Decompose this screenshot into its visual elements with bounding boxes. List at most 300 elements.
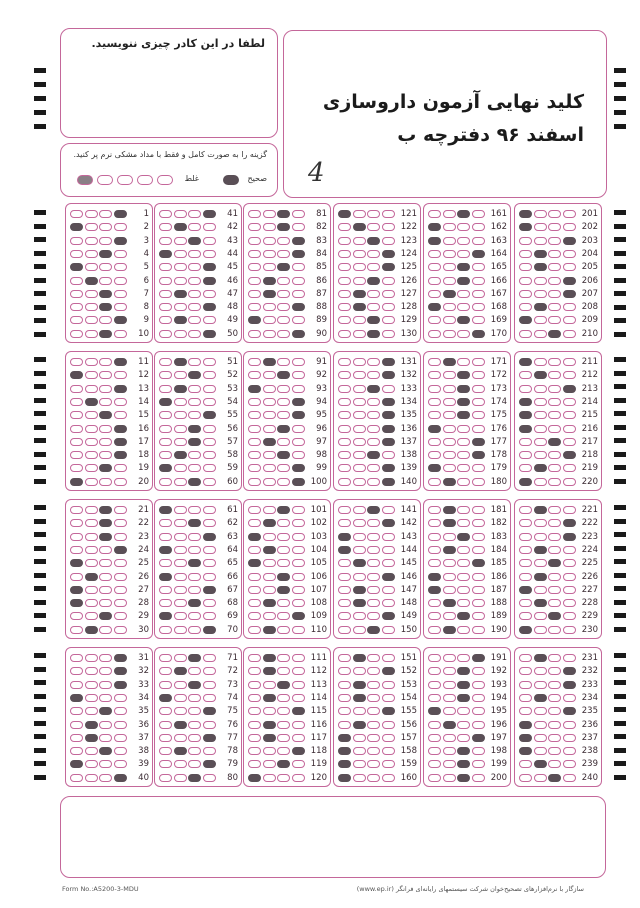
option-bubble-1[interactable] <box>159 316 172 324</box>
option-bubble-2[interactable] <box>443 559 456 567</box>
option-bubble-4[interactable] <box>472 303 485 311</box>
option-bubble-1[interactable] <box>70 425 83 433</box>
option-bubble-1[interactable] <box>70 694 83 702</box>
option-bubble-1[interactable] <box>428 277 441 285</box>
option-bubble-2[interactable] <box>353 316 366 324</box>
option-bubble-4[interactable] <box>114 411 127 419</box>
option-bubble-3[interactable] <box>277 626 290 634</box>
option-bubble-3[interactable] <box>548 626 561 634</box>
option-bubble-3[interactable] <box>457 667 470 675</box>
option-bubble-2[interactable] <box>353 250 366 258</box>
option-bubble-4[interactable] <box>382 573 395 581</box>
option-bubble-3[interactable] <box>188 519 201 527</box>
option-bubble-3[interactable] <box>99 277 112 285</box>
option-bubble-4[interactable] <box>114 250 127 258</box>
option-bubble-3[interactable] <box>548 667 561 675</box>
option-bubble-3[interactable] <box>548 533 561 541</box>
option-bubble-4[interactable] <box>563 573 576 581</box>
option-bubble-4[interactable] <box>292 599 305 607</box>
option-bubble-3[interactable] <box>188 330 201 338</box>
option-bubble-3[interactable] <box>457 303 470 311</box>
option-bubble-4[interactable] <box>292 694 305 702</box>
option-bubble-2[interactable] <box>85 210 98 218</box>
option-bubble-1[interactable] <box>248 316 261 324</box>
option-bubble-1[interactable] <box>70 303 83 311</box>
option-bubble-2[interactable] <box>263 533 276 541</box>
option-bubble-1[interactable] <box>338 546 351 554</box>
option-bubble-4[interactable] <box>472 721 485 729</box>
option-bubble-4[interactable] <box>382 546 395 554</box>
option-bubble-1[interactable] <box>428 290 441 298</box>
option-bubble-2[interactable] <box>534 599 547 607</box>
option-bubble-1[interactable] <box>159 559 172 567</box>
option-bubble-1[interactable] <box>248 358 261 366</box>
option-bubble-4[interactable] <box>203 681 216 689</box>
option-bubble-3[interactable] <box>367 721 380 729</box>
option-bubble-4[interactable] <box>382 237 395 245</box>
option-bubble-4[interactable] <box>114 277 127 285</box>
option-bubble-3[interactable] <box>277 533 290 541</box>
option-bubble-2[interactable] <box>534 438 547 446</box>
option-bubble-1[interactable] <box>248 290 261 298</box>
option-bubble-4[interactable] <box>203 546 216 554</box>
option-bubble-4[interactable] <box>472 330 485 338</box>
option-bubble-4[interactable] <box>472 546 485 554</box>
option-bubble-4[interactable] <box>563 277 576 285</box>
option-bubble-1[interactable] <box>428 330 441 338</box>
option-bubble-4[interactable] <box>203 438 216 446</box>
option-bubble-4[interactable] <box>114 573 127 581</box>
option-bubble-1[interactable] <box>70 506 83 514</box>
option-bubble-4[interactable] <box>472 747 485 755</box>
option-bubble-3[interactable] <box>188 303 201 311</box>
option-bubble-4[interactable] <box>382 533 395 541</box>
option-bubble-1[interactable] <box>428 464 441 472</box>
option-bubble-2[interactable] <box>174 533 187 541</box>
option-bubble-2[interactable] <box>443 237 456 245</box>
option-bubble-3[interactable] <box>277 586 290 594</box>
option-bubble-1[interactable] <box>338 303 351 311</box>
option-bubble-3[interactable] <box>367 760 380 768</box>
option-bubble-4[interactable] <box>472 237 485 245</box>
option-bubble-2[interactable] <box>534 385 547 393</box>
option-bubble-3[interactable] <box>548 694 561 702</box>
option-bubble-3[interactable] <box>367 612 380 620</box>
option-bubble-3[interactable] <box>99 559 112 567</box>
option-bubble-1[interactable] <box>70 438 83 446</box>
option-bubble-4[interactable] <box>203 478 216 486</box>
option-bubble-1[interactable] <box>338 277 351 285</box>
option-bubble-2[interactable] <box>174 760 187 768</box>
option-bubble-4[interactable] <box>203 398 216 406</box>
option-bubble-2[interactable] <box>353 654 366 662</box>
option-bubble-1[interactable] <box>428 519 441 527</box>
option-bubble-1[interactable] <box>70 411 83 419</box>
option-bubble-1[interactable] <box>519 316 532 324</box>
option-bubble-3[interactable] <box>457 734 470 742</box>
option-bubble-1[interactable] <box>159 398 172 406</box>
option-bubble-4[interactable] <box>203 237 216 245</box>
option-bubble-3[interactable] <box>277 330 290 338</box>
option-bubble-1[interactable] <box>338 519 351 527</box>
option-bubble-1[interactable] <box>248 464 261 472</box>
option-bubble-4[interactable] <box>472 210 485 218</box>
option-bubble-2[interactable] <box>174 734 187 742</box>
option-bubble-4[interactable] <box>563 451 576 459</box>
option-bubble-2[interactable] <box>85 303 98 311</box>
option-bubble-1[interactable] <box>248 451 261 459</box>
option-bubble-1[interactable] <box>159 210 172 218</box>
option-bubble-1[interactable] <box>428 223 441 231</box>
option-bubble-1[interactable] <box>519 464 532 472</box>
option-bubble-4[interactable] <box>472 277 485 285</box>
option-bubble-3[interactable] <box>367 316 380 324</box>
option-bubble-4[interactable] <box>203 464 216 472</box>
option-bubble-1[interactable] <box>248 599 261 607</box>
option-bubble-1[interactable] <box>70 681 83 689</box>
option-bubble-4[interactable] <box>563 358 576 366</box>
option-bubble-4[interactable] <box>472 478 485 486</box>
option-bubble-4[interactable] <box>203 694 216 702</box>
option-bubble-3[interactable] <box>367 451 380 459</box>
option-bubble-2[interactable] <box>85 599 98 607</box>
option-bubble-3[interactable] <box>277 478 290 486</box>
option-bubble-2[interactable] <box>85 263 98 271</box>
option-bubble-1[interactable] <box>428 506 441 514</box>
option-bubble-1[interactable] <box>519 371 532 379</box>
option-bubble-1[interactable] <box>248 734 261 742</box>
option-bubble-2[interactable] <box>174 290 187 298</box>
option-bubble-2[interactable] <box>443 425 456 433</box>
option-bubble-4[interactable] <box>292 478 305 486</box>
option-bubble-3[interactable] <box>277 237 290 245</box>
option-bubble-1[interactable] <box>159 519 172 527</box>
option-bubble-1[interactable] <box>159 721 172 729</box>
option-bubble-1[interactable] <box>70 747 83 755</box>
option-bubble-3[interactable] <box>367 694 380 702</box>
option-bubble-3[interactable] <box>548 223 561 231</box>
option-bubble-2[interactable] <box>443 385 456 393</box>
option-bubble-3[interactable] <box>367 734 380 742</box>
option-bubble-4[interactable] <box>203 612 216 620</box>
option-bubble-2[interactable] <box>85 573 98 581</box>
option-bubble-2[interactable] <box>534 734 547 742</box>
option-bubble-3[interactable] <box>99 774 112 782</box>
option-bubble-2[interactable] <box>174 694 187 702</box>
option-bubble-1[interactable] <box>338 559 351 567</box>
option-bubble-3[interactable] <box>99 451 112 459</box>
option-bubble-2[interactable] <box>534 626 547 634</box>
option-bubble-1[interactable] <box>338 371 351 379</box>
option-bubble-4[interactable] <box>382 760 395 768</box>
option-bubble-2[interactable] <box>263 250 276 258</box>
option-bubble-1[interactable] <box>159 478 172 486</box>
option-bubble-1[interactable] <box>70 586 83 594</box>
option-bubble-1[interactable] <box>70 385 83 393</box>
option-bubble-3[interactable] <box>548 411 561 419</box>
option-bubble-1[interactable] <box>519 681 532 689</box>
option-bubble-3[interactable] <box>457 290 470 298</box>
option-bubble-1[interactable] <box>338 654 351 662</box>
option-bubble-4[interactable] <box>563 612 576 620</box>
option-bubble-4[interactable] <box>472 250 485 258</box>
option-bubble-3[interactable] <box>367 438 380 446</box>
option-bubble-2[interactable] <box>443 210 456 218</box>
option-bubble-4[interactable] <box>114 667 127 675</box>
option-bubble-1[interactable] <box>70 478 83 486</box>
option-bubble-3[interactable] <box>457 519 470 527</box>
option-bubble-2[interactable] <box>174 210 187 218</box>
option-bubble-4[interactable] <box>114 519 127 527</box>
option-bubble-1[interactable] <box>70 210 83 218</box>
option-bubble-1[interactable] <box>519 506 532 514</box>
option-bubble-2[interactable] <box>174 263 187 271</box>
option-bubble-1[interactable] <box>519 425 532 433</box>
option-bubble-2[interactable] <box>85 506 98 514</box>
option-bubble-4[interactable] <box>203 316 216 324</box>
option-bubble-3[interactable] <box>99 411 112 419</box>
option-bubble-3[interactable] <box>99 250 112 258</box>
option-bubble-1[interactable] <box>248 626 261 634</box>
option-bubble-4[interactable] <box>203 519 216 527</box>
option-bubble-3[interactable] <box>367 210 380 218</box>
option-bubble-4[interactable] <box>203 425 216 433</box>
option-bubble-4[interactable] <box>472 559 485 567</box>
option-bubble-1[interactable] <box>428 210 441 218</box>
option-bubble-4[interactable] <box>203 573 216 581</box>
option-bubble-2[interactable] <box>263 774 276 782</box>
option-bubble-1[interactable] <box>159 533 172 541</box>
option-bubble-3[interactable] <box>548 237 561 245</box>
option-bubble-3[interactable] <box>99 425 112 433</box>
option-bubble-3[interactable] <box>548 734 561 742</box>
option-bubble-4[interactable] <box>203 210 216 218</box>
option-bubble-2[interactable] <box>263 694 276 702</box>
option-bubble-4[interactable] <box>382 223 395 231</box>
option-bubble-4[interactable] <box>292 316 305 324</box>
option-bubble-3[interactable] <box>277 451 290 459</box>
option-bubble-4[interactable] <box>472 451 485 459</box>
option-bubble-4[interactable] <box>292 303 305 311</box>
option-bubble-4[interactable] <box>114 425 127 433</box>
option-bubble-1[interactable] <box>338 760 351 768</box>
option-bubble-3[interactable] <box>457 411 470 419</box>
option-bubble-1[interactable] <box>428 438 441 446</box>
option-bubble-2[interactable] <box>174 612 187 620</box>
option-bubble-4[interactable] <box>563 734 576 742</box>
option-bubble-4[interactable] <box>382 519 395 527</box>
option-bubble-2[interactable] <box>85 237 98 245</box>
option-bubble-3[interactable] <box>548 612 561 620</box>
option-bubble-3[interactable] <box>277 358 290 366</box>
option-bubble-3[interactable] <box>99 533 112 541</box>
option-bubble-4[interactable] <box>472 398 485 406</box>
option-bubble-4[interactable] <box>563 385 576 393</box>
option-bubble-1[interactable] <box>248 371 261 379</box>
option-bubble-1[interactable] <box>248 546 261 554</box>
option-bubble-2[interactable] <box>263 438 276 446</box>
option-bubble-2[interactable] <box>443 721 456 729</box>
option-bubble-4[interactable] <box>472 385 485 393</box>
option-bubble-3[interactable] <box>548 559 561 567</box>
option-bubble-4[interactable] <box>203 559 216 567</box>
option-bubble-1[interactable] <box>428 599 441 607</box>
option-bubble-2[interactable] <box>85 464 98 472</box>
option-bubble-1[interactable] <box>519 599 532 607</box>
option-bubble-2[interactable] <box>534 774 547 782</box>
option-bubble-4[interactable] <box>382 358 395 366</box>
option-bubble-2[interactable] <box>353 223 366 231</box>
option-bubble-2[interactable] <box>263 626 276 634</box>
option-bubble-3[interactable] <box>99 573 112 581</box>
option-bubble-3[interactable] <box>457 586 470 594</box>
option-bubble-3[interactable] <box>99 237 112 245</box>
option-bubble-3[interactable] <box>277 599 290 607</box>
option-bubble-3[interactable] <box>367 599 380 607</box>
option-bubble-1[interactable] <box>159 464 172 472</box>
option-bubble-1[interactable] <box>248 774 261 782</box>
option-bubble-4[interactable] <box>382 681 395 689</box>
option-bubble-3[interactable] <box>457 237 470 245</box>
option-bubble-4[interactable] <box>472 533 485 541</box>
option-bubble-4[interactable] <box>292 654 305 662</box>
option-bubble-1[interactable] <box>338 223 351 231</box>
option-bubble-3[interactable] <box>367 586 380 594</box>
option-bubble-4[interactable] <box>382 586 395 594</box>
option-bubble-3[interactable] <box>277 250 290 258</box>
option-bubble-2[interactable] <box>263 210 276 218</box>
option-bubble-4[interactable] <box>472 654 485 662</box>
option-bubble-3[interactable] <box>548 210 561 218</box>
option-bubble-2[interactable] <box>534 519 547 527</box>
option-bubble-3[interactable] <box>367 654 380 662</box>
option-bubble-3[interactable] <box>99 464 112 472</box>
option-bubble-4[interactable] <box>292 626 305 634</box>
option-bubble-1[interactable] <box>428 398 441 406</box>
option-bubble-1[interactable] <box>248 237 261 245</box>
option-bubble-1[interactable] <box>428 586 441 594</box>
option-bubble-3[interactable] <box>548 451 561 459</box>
option-bubble-1[interactable] <box>428 237 441 245</box>
option-bubble-1[interactable] <box>519 210 532 218</box>
option-bubble-4[interactable] <box>382 654 395 662</box>
option-bubble-4[interactable] <box>114 506 127 514</box>
option-bubble-1[interactable] <box>428 316 441 324</box>
option-bubble-3[interactable] <box>457 316 470 324</box>
option-bubble-4[interactable] <box>563 237 576 245</box>
option-bubble-1[interactable] <box>428 385 441 393</box>
option-bubble-3[interactable] <box>188 546 201 554</box>
option-bubble-3[interactable] <box>188 626 201 634</box>
option-bubble-1[interactable] <box>159 774 172 782</box>
option-bubble-2[interactable] <box>534 546 547 554</box>
option-bubble-4[interactable] <box>563 559 576 567</box>
option-bubble-3[interactable] <box>548 425 561 433</box>
option-bubble-1[interactable] <box>428 250 441 258</box>
option-bubble-3[interactable] <box>188 506 201 514</box>
option-bubble-2[interactable] <box>85 519 98 527</box>
option-bubble-1[interactable] <box>70 654 83 662</box>
option-bubble-2[interactable] <box>85 559 98 567</box>
option-bubble-1[interactable] <box>159 303 172 311</box>
option-bubble-4[interactable] <box>472 316 485 324</box>
option-bubble-3[interactable] <box>99 358 112 366</box>
option-bubble-2[interactable] <box>353 774 366 782</box>
option-bubble-4[interactable] <box>563 464 576 472</box>
option-bubble-1[interactable] <box>159 237 172 245</box>
option-bubble-1[interactable] <box>428 654 441 662</box>
option-bubble-3[interactable] <box>367 237 380 245</box>
option-bubble-2[interactable] <box>534 330 547 338</box>
option-bubble-3[interactable] <box>548 721 561 729</box>
option-bubble-4[interactable] <box>472 626 485 634</box>
option-bubble-3[interactable] <box>188 411 201 419</box>
option-bubble-4[interactable] <box>292 237 305 245</box>
option-bubble-4[interactable] <box>563 654 576 662</box>
option-bubble-1[interactable] <box>519 734 532 742</box>
option-bubble-2[interactable] <box>263 734 276 742</box>
option-bubble-1[interactable] <box>70 721 83 729</box>
option-bubble-1[interactable] <box>428 358 441 366</box>
option-bubble-1[interactable] <box>338 734 351 742</box>
option-bubble-1[interactable] <box>428 626 441 634</box>
option-bubble-2[interactable] <box>534 573 547 581</box>
option-bubble-2[interactable] <box>85 451 98 459</box>
option-bubble-1[interactable] <box>338 626 351 634</box>
option-bubble-2[interactable] <box>263 371 276 379</box>
option-bubble-2[interactable] <box>263 277 276 285</box>
option-bubble-2[interactable] <box>443 734 456 742</box>
option-bubble-3[interactable] <box>457 425 470 433</box>
option-bubble-4[interactable] <box>382 734 395 742</box>
option-bubble-3[interactable] <box>548 464 561 472</box>
option-bubble-1[interactable] <box>519 223 532 231</box>
option-bubble-4[interactable] <box>292 330 305 338</box>
option-bubble-3[interactable] <box>457 626 470 634</box>
option-bubble-4[interactable] <box>114 747 127 755</box>
option-bubble-2[interactable] <box>85 290 98 298</box>
option-bubble-4[interactable] <box>563 263 576 271</box>
option-bubble-3[interactable] <box>548 478 561 486</box>
option-bubble-1[interactable] <box>519 694 532 702</box>
option-bubble-1[interactable] <box>519 250 532 258</box>
option-bubble-4[interactable] <box>114 760 127 768</box>
option-bubble-1[interactable] <box>519 263 532 271</box>
option-bubble-2[interactable] <box>263 506 276 514</box>
option-bubble-3[interactable] <box>277 734 290 742</box>
option-bubble-2[interactable] <box>263 519 276 527</box>
option-bubble-4[interactable] <box>114 654 127 662</box>
option-bubble-1[interactable] <box>159 573 172 581</box>
option-bubble-4[interactable] <box>203 760 216 768</box>
option-bubble-3[interactable] <box>367 774 380 782</box>
option-bubble-1[interactable] <box>519 626 532 634</box>
option-bubble-2[interactable] <box>85 533 98 541</box>
option-bubble-2[interactable] <box>85 694 98 702</box>
option-bubble-1[interactable] <box>338 451 351 459</box>
option-bubble-1[interactable] <box>248 330 261 338</box>
option-bubble-2[interactable] <box>85 330 98 338</box>
option-bubble-2[interactable] <box>534 506 547 514</box>
option-bubble-1[interactable] <box>70 734 83 742</box>
option-bubble-1[interactable] <box>159 277 172 285</box>
option-bubble-2[interactable] <box>443 250 456 258</box>
option-bubble-3[interactable] <box>188 223 201 231</box>
option-bubble-2[interactable] <box>443 411 456 419</box>
option-bubble-3[interactable] <box>457 694 470 702</box>
option-bubble-1[interactable] <box>428 478 441 486</box>
option-bubble-1[interactable] <box>70 626 83 634</box>
